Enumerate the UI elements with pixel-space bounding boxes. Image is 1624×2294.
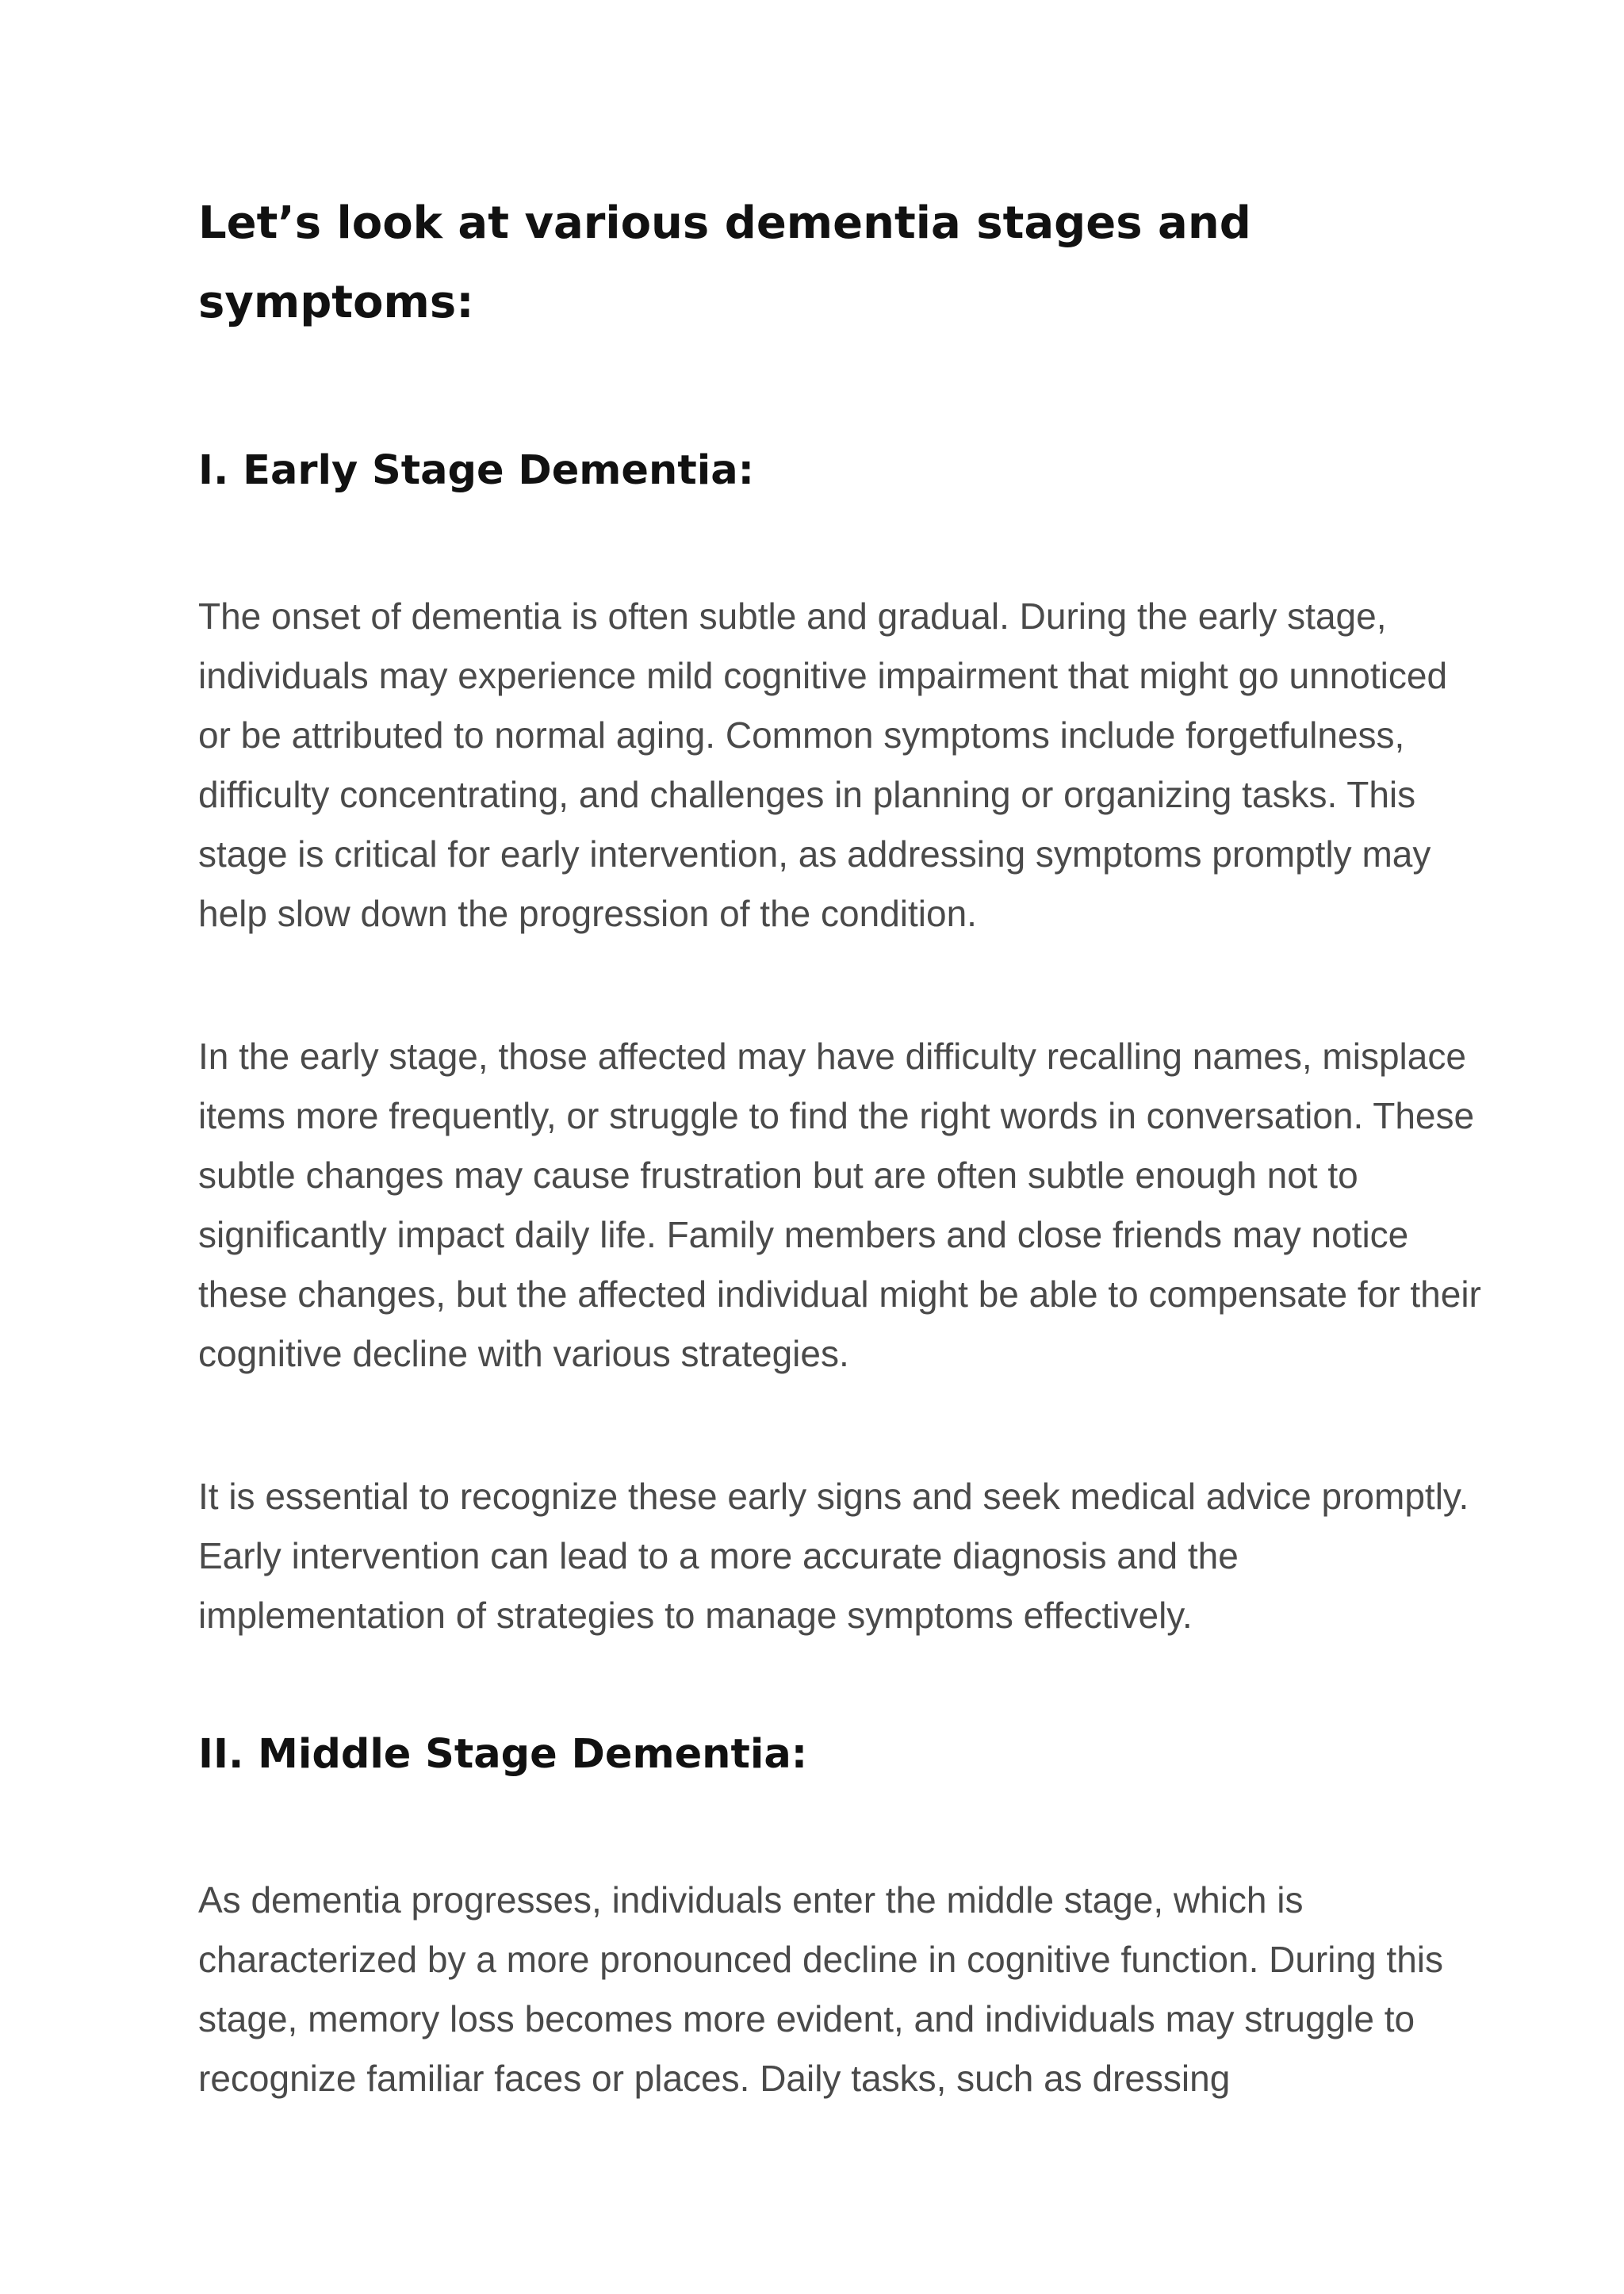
article-body <box>198 184 1483 2108</box>
page-title: Let’s look at various dementia stages and symptoms: <box>198 197 1251 328</box>
section-heading-early-stage: I. Early Stage Dementia: <box>198 447 755 494</box>
paragraph: The onset of dementia is often subtle and gradual. During the early stage, individuals may experience mild cognitive impairment that might go unnoticed or be attributed to normal aging. Common symptoms include forgetfulness, difficulty concentrating, and challenges in planning or organizing tasks. This stage is critical for early intervention, as addressing symptoms promptly may help slow down the progression of the condition. <box>198 596 1448 934</box>
paragraph: In the early stage, those affected may have difficulty recalling names, misplace items more frequently, or struggle to find the right words in conversation. These subtle changes may cause frustration but are often subtle enough not to significantly impact daily life. Family members and close friends may notice these changes, but the affected individual might be able to compensate for their cognitive decline with various strategies. <box>198 1036 1481 1374</box>
paragraph: As dementia progresses, individuals enter the middle stage, which is characterized by a more pronounced decline in cognitive function. During this stage, memory loss becomes more evident, and individuals may struggle to recognize familiar faces or places. Daily tasks, such as dressing <box>198 1879 1443 2099</box>
paragraph: It is essential to recognize these early signs and seek medical advice promptly. Early intervention can lead to a more accurate diagnosis and the implementation of strategies to manage symptoms effectively. <box>198 1476 1469 1636</box>
section-heading-middle-stage: II. Middle Stage Dementia: <box>198 1731 808 1778</box>
